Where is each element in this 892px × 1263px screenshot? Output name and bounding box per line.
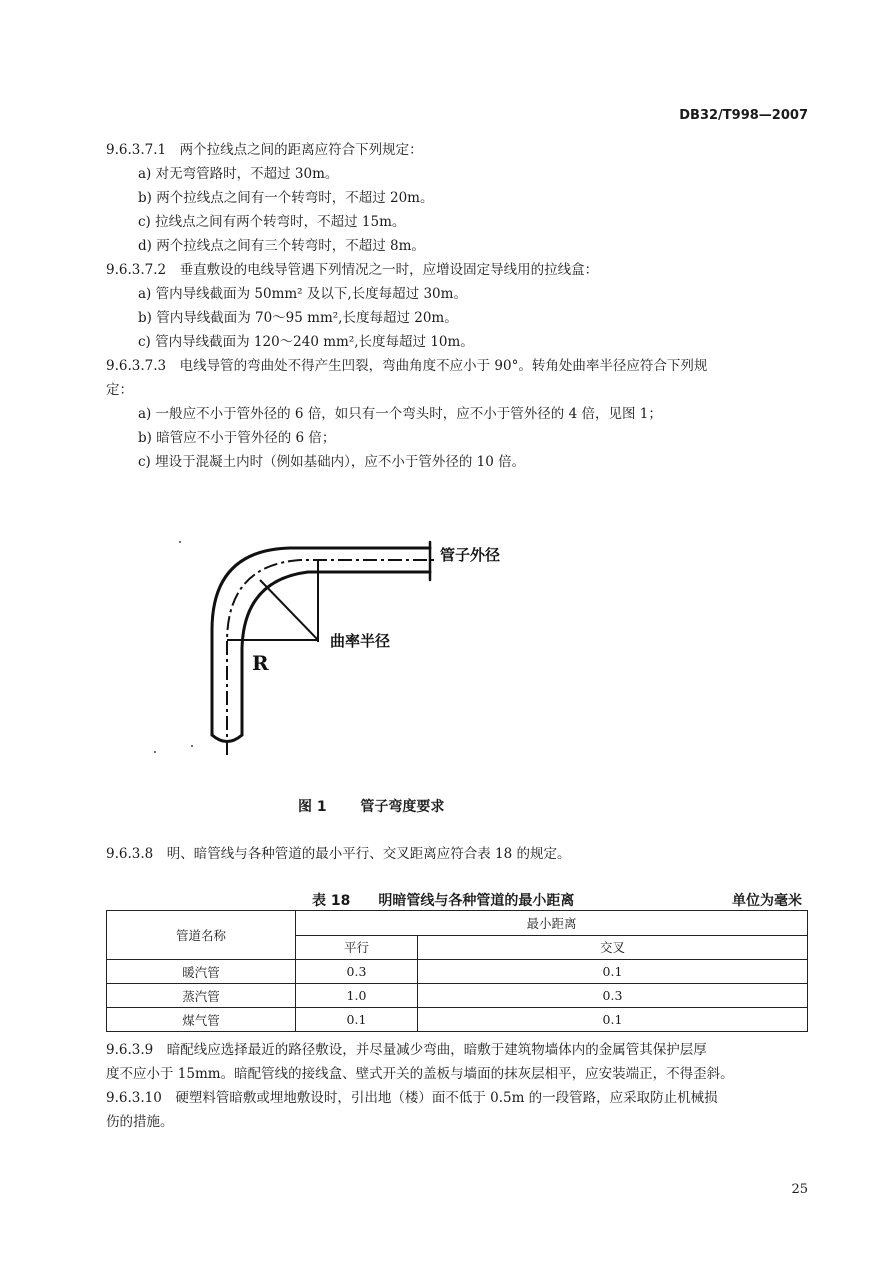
figure-title: 管子弯度要求 [360,799,445,815]
page-number: 25 [791,1182,808,1197]
cell-cross: 0.3 [418,984,808,1008]
text-line: 伤的措施。 [106,1114,174,1130]
text-line: a) 对无弯管路时，不超过 30m。 [138,166,339,182]
text-line: d) 两个拉线点之间有三个转弯时，不超过 8m。 [138,238,425,254]
text-line: 9.6.3.9 暗配线应选择最近的路径敷设，并尽量减少弯曲，暗敷于建筑物墙体内的金属管其保护层厚 [106,1042,707,1058]
text-line: c) 埋设于混凝土内时（例如基础内），应不小于管外径的 10 倍。 [138,454,526,470]
text-line: 9.6.3.8 明、暗管线与各种管道的最小平行、交叉距离应符合表 18 的规定。 [106,846,571,862]
figure-caption [298,796,444,816]
cell-cross: 0.1 [418,960,808,984]
text-line: b) 暗管应不小于管外径的 6 倍； [138,430,336,446]
cell-parallel: 0.1 [296,1008,418,1032]
cell-name: 暖汽管 [107,960,296,984]
table-title: 表 18 明暗管线与各种管道的最小距离 [312,893,575,909]
table-row [107,1008,808,1032]
text-line: a) 一般应不小于管外径的 6 倍，如只有一个弯头时，应不小于管外径的 4 倍，见图 1； [138,406,662,422]
text-line: 9.6.3.7.3 电线导管的弯曲处不得产生凹裂，弯曲角度不应小于 90°。转角处曲率半径应符合下列规 [106,358,708,374]
distance-table [106,910,808,1032]
text-line: 度不应小于 15mm。暗配管线的接线盒、壁式开关的盖板与墙面的抹灰层相平，应安装端正，不得歪斜。 [106,1066,734,1082]
cell-parallel: 1.0 [296,984,418,1008]
figure-number: 图 1 [298,799,327,815]
cell-cross: 0.1 [418,1008,808,1032]
document-code: DB32/T998—2007 [679,108,808,123]
radius-symbol: R [252,651,269,675]
header-parallel: 平行 [296,935,418,960]
text-line: 9.6.3.10 硬塑料管暗敷或埋地敷设时，引出地（楼）面不低于 0.5m 的一段管路，应采取防止机械损 [106,1090,718,1106]
table-row [107,960,808,984]
text-line: 9.6.3.7.2 垂直敷设的电线导管遇下列情况之一时，应增设固定导线用的拉线盒： [106,262,599,278]
text-line: a) 管内导线截面为 50mm² 及以下,长度每超过 30m。 [138,286,467,302]
header-min-distance: 最小距离 [296,911,808,936]
header-pipe-name: 管道名称 [107,911,296,960]
header-cross: 交叉 [418,935,808,960]
text-line: c) 拉线点之间有两个转弯时，不超过 15m。 [138,214,406,230]
text-line: c) 管内导线截面为 120～240 mm²,长度每超过 10m。 [138,334,474,350]
text-line: 9.6.3.7.1 两个拉线点之间的距离应符合下列规定： [106,142,423,158]
table-unit: 单位为毫米 [732,893,802,909]
text-line: b) 两个拉线点之间有一个转弯时，不超过 20m。 [138,190,434,206]
radius-label: 曲率半径 [330,632,391,650]
text-line: 定： [106,382,133,398]
cell-name: 蒸汽管 [107,984,296,1008]
pipe-bend-figure [140,520,540,770]
table-row [107,984,808,1008]
text-line: b) 管内导线截面为 70～95 mm²,长度每超过 20m。 [138,310,458,326]
outer-diameter-label: 管子外径 [440,546,501,564]
cell-parallel: 0.3 [296,960,418,984]
cell-name: 煤气管 [107,1008,296,1032]
